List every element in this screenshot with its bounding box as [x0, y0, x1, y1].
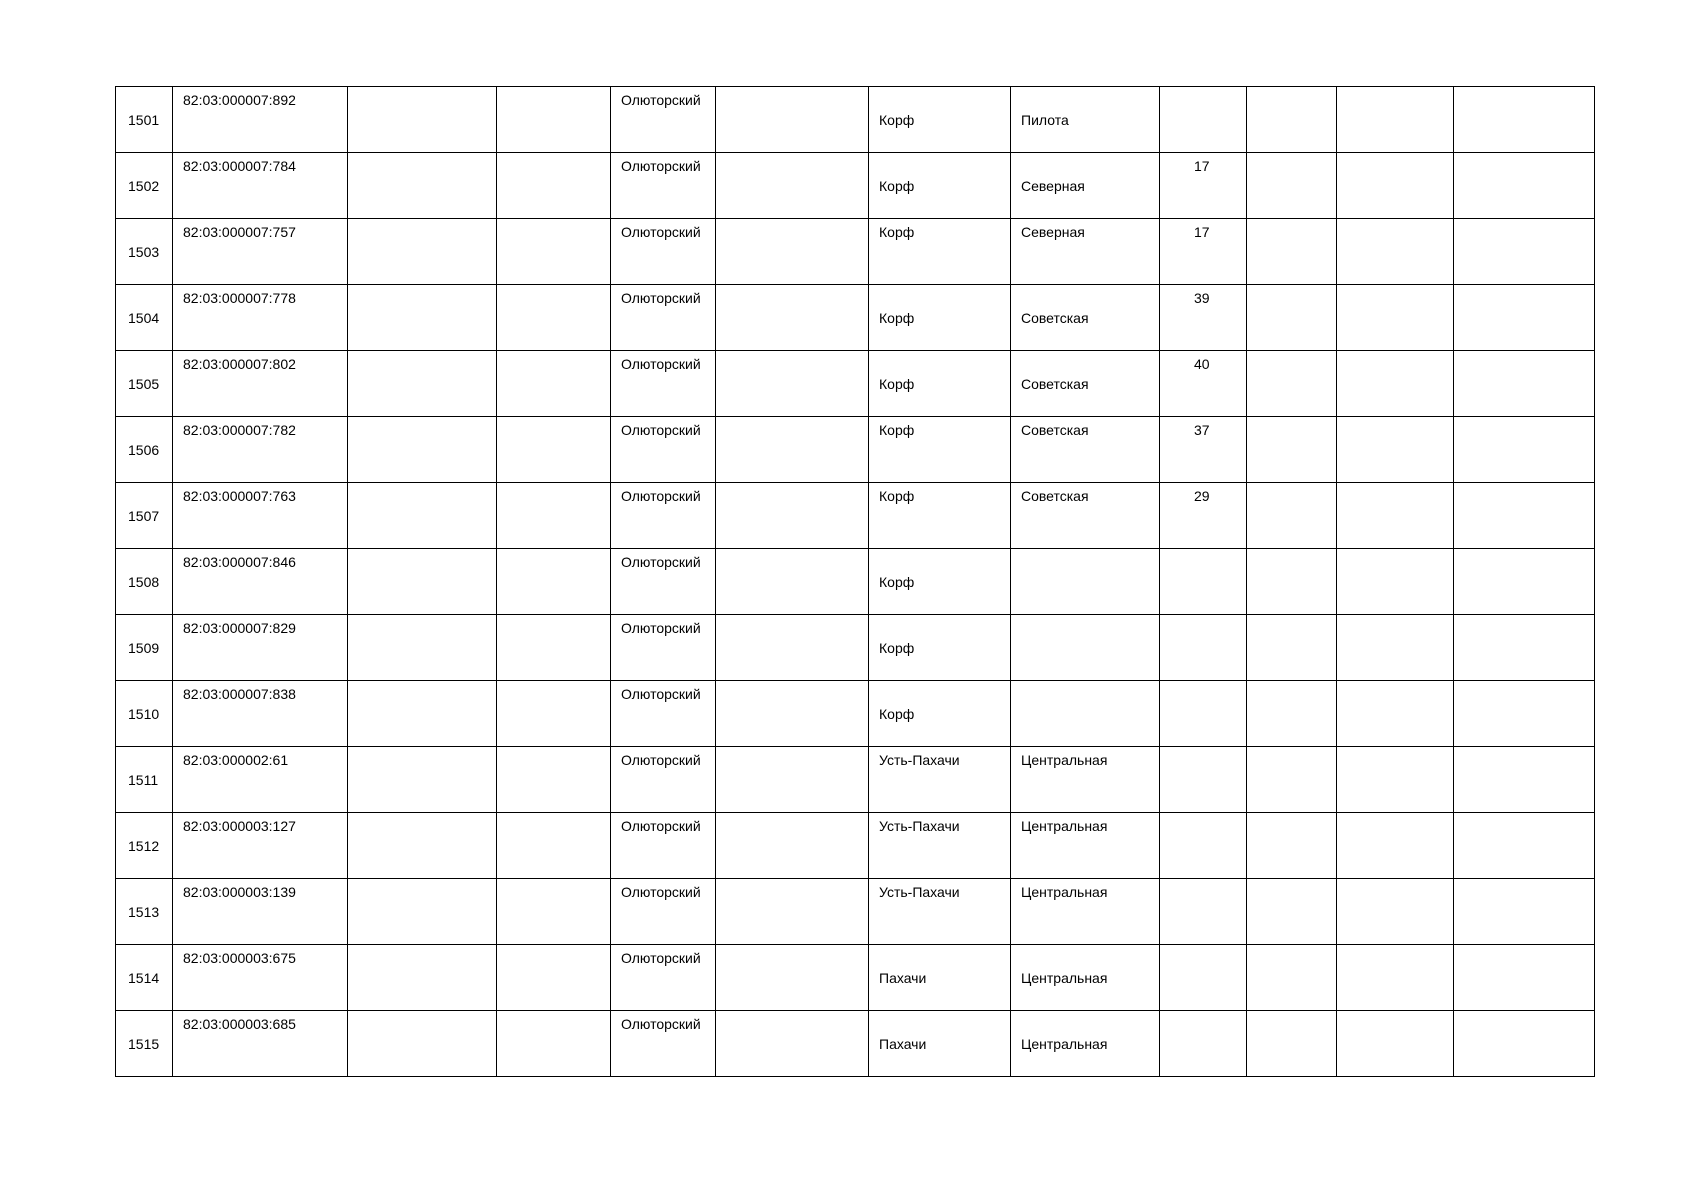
cadastral-number-text: 82:03:000007:763 — [183, 488, 296, 504]
empty-cell-11 — [1337, 87, 1454, 153]
row-number-text: 1510 — [128, 705, 160, 722]
row-number-cell — [116, 879, 173, 945]
empty-cell-3 — [348, 285, 497, 351]
street-text: Центральная — [1021, 1035, 1108, 1052]
empty-cell-11 — [1337, 945, 1454, 1011]
locality-text: Усть-Пахачи — [879, 752, 960, 768]
district-cell — [611, 813, 716, 879]
empty-cell-12 — [1454, 813, 1595, 879]
empty-cell-11 — [1337, 285, 1454, 351]
empty-cell-4 — [497, 879, 611, 945]
house-number-cell — [1160, 549, 1247, 615]
empty-cell-6 — [716, 417, 869, 483]
table-row — [116, 153, 1595, 219]
cadastral-number-text: 82:03:000007:829 — [183, 620, 296, 636]
table-row — [116, 285, 1595, 351]
cadastral-number-text: 82:03:000007:782 — [183, 422, 296, 438]
locality-text: Корф — [879, 705, 915, 722]
district-cell — [611, 615, 716, 681]
street-cell — [1011, 813, 1160, 879]
district-cell — [611, 87, 716, 153]
house-number-text: 17 — [1194, 224, 1210, 240]
table-row — [116, 351, 1595, 417]
empty-cell-6 — [716, 681, 869, 747]
cadastral-number-cell — [173, 417, 348, 483]
row-number-text: 1511 — [128, 771, 159, 788]
street-text: Советская — [1021, 375, 1089, 392]
empty-cell-4 — [497, 1011, 611, 1077]
locality-text: Пахачи — [879, 1035, 927, 1052]
locality-cell — [869, 483, 1011, 549]
locality-text: Корф — [879, 422, 915, 438]
row-number-cell — [116, 351, 173, 417]
locality-text: Усть-Пахачи — [879, 818, 960, 834]
district-text: Олюторский — [621, 554, 701, 570]
empty-cell-3 — [348, 351, 497, 417]
cadastral-number-cell — [173, 153, 348, 219]
row-number-cell — [116, 813, 173, 879]
empty-cell-6 — [716, 483, 869, 549]
district-cell — [611, 219, 716, 285]
district-cell — [611, 681, 716, 747]
empty-cell-12 — [1454, 615, 1595, 681]
empty-cell-4 — [497, 813, 611, 879]
district-text: Олюторский — [621, 488, 701, 504]
empty-cell-11 — [1337, 615, 1454, 681]
street-cell — [1011, 549, 1160, 615]
house-number-text: 29 — [1194, 488, 1210, 504]
street-text: Центральная — [1021, 818, 1108, 834]
empty-cell-10 — [1247, 945, 1337, 1011]
row-number-cell — [116, 87, 173, 153]
cadastral-number-cell — [173, 615, 348, 681]
house-number-cell — [1160, 615, 1247, 681]
empty-cell-6 — [716, 285, 869, 351]
street-cell — [1011, 483, 1160, 549]
locality-text: Корф — [879, 224, 915, 240]
table-row — [116, 747, 1595, 813]
empty-cell-3 — [348, 153, 497, 219]
house-number-cell — [1160, 747, 1247, 813]
row-number-text: 1504 — [128, 309, 160, 326]
locality-cell — [869, 153, 1011, 219]
street-text: Северная — [1021, 224, 1085, 240]
table-row — [116, 945, 1595, 1011]
cadastral-number-text: 82:03:000002:61 — [183, 752, 289, 768]
row-number-cell — [116, 417, 173, 483]
row-number-text: 1502 — [128, 177, 160, 194]
empty-cell-10 — [1247, 549, 1337, 615]
cadastral-number-text: 82:03:000003:127 — [183, 818, 296, 834]
cadastral-number-cell — [173, 681, 348, 747]
street-cell — [1011, 615, 1160, 681]
empty-cell-12 — [1454, 549, 1595, 615]
cadastral-number-cell — [173, 945, 348, 1011]
street-cell — [1011, 681, 1160, 747]
street-cell — [1011, 153, 1160, 219]
row-number-cell — [116, 285, 173, 351]
district-cell — [611, 1011, 716, 1077]
district-cell — [611, 285, 716, 351]
empty-cell-11 — [1337, 681, 1454, 747]
empty-cell-4 — [497, 681, 611, 747]
table-row — [116, 813, 1595, 879]
district-cell — [611, 549, 716, 615]
empty-cell-12 — [1454, 747, 1595, 813]
house-number-text: 17 — [1194, 158, 1210, 174]
district-text: Олюторский — [621, 290, 701, 306]
locality-cell — [869, 615, 1011, 681]
locality-cell — [869, 945, 1011, 1011]
empty-cell-4 — [497, 351, 611, 417]
table-row — [116, 879, 1595, 945]
empty-cell-6 — [716, 87, 869, 153]
empty-cell-4 — [497, 615, 611, 681]
empty-cell-11 — [1337, 417, 1454, 483]
house-number-text: 37 — [1194, 422, 1210, 438]
empty-cell-6 — [716, 351, 869, 417]
locality-cell — [869, 417, 1011, 483]
empty-cell-3 — [348, 747, 497, 813]
empty-cell-10 — [1247, 351, 1337, 417]
locality-text: Пахачи — [879, 969, 927, 986]
table-row — [116, 1011, 1595, 1077]
empty-cell-4 — [497, 945, 611, 1011]
district-cell — [611, 945, 716, 1011]
empty-cell-10 — [1247, 1011, 1337, 1077]
empty-cell-10 — [1247, 681, 1337, 747]
empty-cell-4 — [497, 87, 611, 153]
district-cell — [611, 417, 716, 483]
empty-cell-12 — [1454, 219, 1595, 285]
cadastral-number-text: 82:03:000007:757 — [183, 224, 296, 240]
cadastral-number-text: 82:03:000007:778 — [183, 290, 296, 306]
cadastral-number-cell — [173, 549, 348, 615]
district-text: Олюторский — [621, 422, 701, 438]
empty-cell-12 — [1454, 87, 1595, 153]
house-number-cell — [1160, 87, 1247, 153]
row-number-cell — [116, 153, 173, 219]
empty-cell-11 — [1337, 483, 1454, 549]
locality-cell — [869, 351, 1011, 417]
empty-cell-6 — [716, 945, 869, 1011]
locality-text: Корф — [879, 309, 915, 326]
empty-cell-11 — [1337, 219, 1454, 285]
empty-cell-12 — [1454, 351, 1595, 417]
row-number-text: 1507 — [128, 507, 160, 524]
table-row — [116, 417, 1595, 483]
table-row — [116, 549, 1595, 615]
house-number-text: 40 — [1194, 356, 1210, 372]
district-text: Олюторский — [621, 950, 701, 966]
empty-cell-11 — [1337, 747, 1454, 813]
empty-cell-3 — [348, 219, 497, 285]
empty-cell-4 — [497, 747, 611, 813]
cadastral-number-cell — [173, 219, 348, 285]
row-number-text: 1505 — [128, 375, 160, 392]
empty-cell-12 — [1454, 483, 1595, 549]
house-number-cell — [1160, 681, 1247, 747]
street-cell — [1011, 747, 1160, 813]
street-cell — [1011, 945, 1160, 1011]
row-number-cell — [116, 483, 173, 549]
district-text: Олюторский — [621, 620, 701, 636]
house-number-cell — [1160, 417, 1247, 483]
house-number-cell — [1160, 879, 1247, 945]
house-number-text: 39 — [1194, 290, 1210, 306]
row-number-cell — [116, 615, 173, 681]
row-number-cell — [116, 747, 173, 813]
row-number-cell — [116, 1011, 173, 1077]
house-number-cell — [1160, 945, 1247, 1011]
street-text: Центральная — [1021, 884, 1108, 900]
locality-cell — [869, 219, 1011, 285]
empty-cell-11 — [1337, 879, 1454, 945]
locality-text: Корф — [879, 375, 915, 392]
table-row — [116, 615, 1595, 681]
locality-text: Корф — [879, 488, 915, 504]
empty-cell-10 — [1247, 285, 1337, 351]
row-number-cell — [116, 945, 173, 1011]
empty-cell-10 — [1247, 417, 1337, 483]
house-number-cell — [1160, 285, 1247, 351]
empty-cell-10 — [1247, 813, 1337, 879]
district-text: Олюторский — [621, 92, 701, 108]
house-number-cell — [1160, 351, 1247, 417]
empty-cell-3 — [348, 813, 497, 879]
district-cell — [611, 483, 716, 549]
empty-cell-12 — [1454, 681, 1595, 747]
empty-cell-6 — [716, 813, 869, 879]
empty-cell-6 — [716, 615, 869, 681]
district-text: Олюторский — [621, 686, 701, 702]
row-number-text: 1514 — [128, 969, 160, 986]
district-cell — [611, 351, 716, 417]
cadastral-number-cell — [173, 813, 348, 879]
empty-cell-10 — [1247, 483, 1337, 549]
empty-cell-6 — [716, 153, 869, 219]
cadastral-number-cell — [173, 87, 348, 153]
street-text: Советская — [1021, 309, 1089, 326]
empty-cell-3 — [348, 615, 497, 681]
house-number-cell — [1160, 219, 1247, 285]
street-cell — [1011, 417, 1160, 483]
empty-cell-12 — [1454, 153, 1595, 219]
row-number-text: 1506 — [128, 441, 160, 458]
row-number-text: 1515 — [128, 1035, 160, 1052]
empty-cell-12 — [1454, 285, 1595, 351]
empty-cell-10 — [1247, 219, 1337, 285]
empty-cell-6 — [716, 747, 869, 813]
house-number-cell — [1160, 483, 1247, 549]
row-number-text: 1512 — [128, 837, 160, 854]
street-cell — [1011, 285, 1160, 351]
empty-cell-10 — [1247, 153, 1337, 219]
row-number-cell — [116, 549, 173, 615]
row-number-cell — [116, 219, 173, 285]
empty-cell-3 — [348, 417, 497, 483]
house-number-cell — [1160, 813, 1247, 879]
locality-cell — [869, 285, 1011, 351]
street-cell — [1011, 219, 1160, 285]
house-number-cell — [1160, 1011, 1247, 1077]
street-text: Советская — [1021, 488, 1089, 504]
locality-cell — [869, 681, 1011, 747]
district-text: Олюторский — [621, 356, 701, 372]
empty-cell-6 — [716, 549, 869, 615]
empty-cell-4 — [497, 285, 611, 351]
row-number-cell — [116, 681, 173, 747]
empty-cell-11 — [1337, 153, 1454, 219]
empty-cell-12 — [1454, 945, 1595, 1011]
empty-cell-4 — [497, 483, 611, 549]
district-text: Олюторский — [621, 884, 701, 900]
locality-cell — [869, 1011, 1011, 1077]
row-number-text: 1503 — [128, 243, 160, 260]
empty-cell-11 — [1337, 813, 1454, 879]
cadastral-number-text: 82:03:000007:802 — [183, 356, 296, 372]
district-text: Олюторский — [621, 224, 701, 240]
empty-cell-12 — [1454, 879, 1595, 945]
empty-cell-12 — [1454, 417, 1595, 483]
locality-cell — [869, 87, 1011, 153]
street-text: Северная — [1021, 177, 1085, 194]
street-cell — [1011, 351, 1160, 417]
locality-text: Корф — [879, 639, 915, 656]
row-number-text: 1508 — [128, 573, 160, 590]
district-text: Олюторский — [621, 158, 701, 174]
empty-cell-10 — [1247, 879, 1337, 945]
district-cell — [611, 153, 716, 219]
locality-text: Корф — [879, 177, 915, 194]
locality-text: Корф — [879, 573, 915, 590]
street-text: Центральная — [1021, 752, 1108, 768]
empty-cell-3 — [348, 1011, 497, 1077]
locality-cell — [869, 747, 1011, 813]
street-text: Советская — [1021, 422, 1089, 438]
table-row — [116, 219, 1595, 285]
row-number-text: 1509 — [128, 639, 160, 656]
empty-cell-11 — [1337, 549, 1454, 615]
street-text: Центральная — [1021, 969, 1108, 986]
locality-text: Корф — [879, 111, 915, 128]
empty-cell-12 — [1454, 1011, 1595, 1077]
house-number-cell — [1160, 153, 1247, 219]
empty-cell-4 — [497, 219, 611, 285]
street-cell — [1011, 1011, 1160, 1077]
row-number-text: 1501 — [128, 111, 160, 128]
district-text: Олюторский — [621, 1016, 701, 1032]
district-cell — [611, 879, 716, 945]
street-text: Пилота — [1021, 111, 1069, 128]
table-row — [116, 681, 1595, 747]
cadastral-number-cell — [173, 1011, 348, 1077]
cadastral-number-cell — [173, 351, 348, 417]
empty-cell-11 — [1337, 351, 1454, 417]
cadastral-number-text: 82:03:000007:892 — [183, 92, 296, 108]
empty-cell-4 — [497, 153, 611, 219]
empty-cell-3 — [348, 549, 497, 615]
empty-cell-4 — [497, 417, 611, 483]
empty-cell-3 — [348, 681, 497, 747]
table-body — [116, 87, 1595, 1077]
empty-cell-4 — [497, 549, 611, 615]
locality-cell — [869, 813, 1011, 879]
registry-table — [115, 86, 1595, 1077]
row-number-text: 1513 — [128, 903, 160, 920]
empty-cell-10 — [1247, 747, 1337, 813]
cadastral-number-text: 82:03:000007:784 — [183, 158, 296, 174]
empty-cell-3 — [348, 879, 497, 945]
district-text: Олюторский — [621, 818, 701, 834]
empty-cell-10 — [1247, 87, 1337, 153]
cadastral-number-cell — [173, 747, 348, 813]
cadastral-number-text: 82:03:000007:846 — [183, 554, 296, 570]
cadastral-number-cell — [173, 483, 348, 549]
empty-cell-3 — [348, 945, 497, 1011]
district-cell — [611, 747, 716, 813]
district-text: Олюторский — [621, 752, 701, 768]
street-cell — [1011, 879, 1160, 945]
cadastral-number-text: 82:03:000003:139 — [183, 884, 296, 900]
cadastral-number-text: 82:03:000003:675 — [183, 950, 296, 966]
cadastral-number-cell — [173, 879, 348, 945]
empty-cell-6 — [716, 219, 869, 285]
street-cell — [1011, 87, 1160, 153]
empty-cell-6 — [716, 879, 869, 945]
locality-text: Усть-Пахачи — [879, 884, 960, 900]
empty-cell-3 — [348, 87, 497, 153]
empty-cell-3 — [348, 483, 497, 549]
cadastral-number-text: 82:03:000007:838 — [183, 686, 296, 702]
table-row — [116, 483, 1595, 549]
locality-cell — [869, 879, 1011, 945]
table-row — [116, 87, 1595, 153]
empty-cell-6 — [716, 1011, 869, 1077]
empty-cell-10 — [1247, 615, 1337, 681]
cadastral-number-cell — [173, 285, 348, 351]
cadastral-number-text: 82:03:000003:685 — [183, 1016, 296, 1032]
locality-cell — [869, 549, 1011, 615]
empty-cell-11 — [1337, 1011, 1454, 1077]
